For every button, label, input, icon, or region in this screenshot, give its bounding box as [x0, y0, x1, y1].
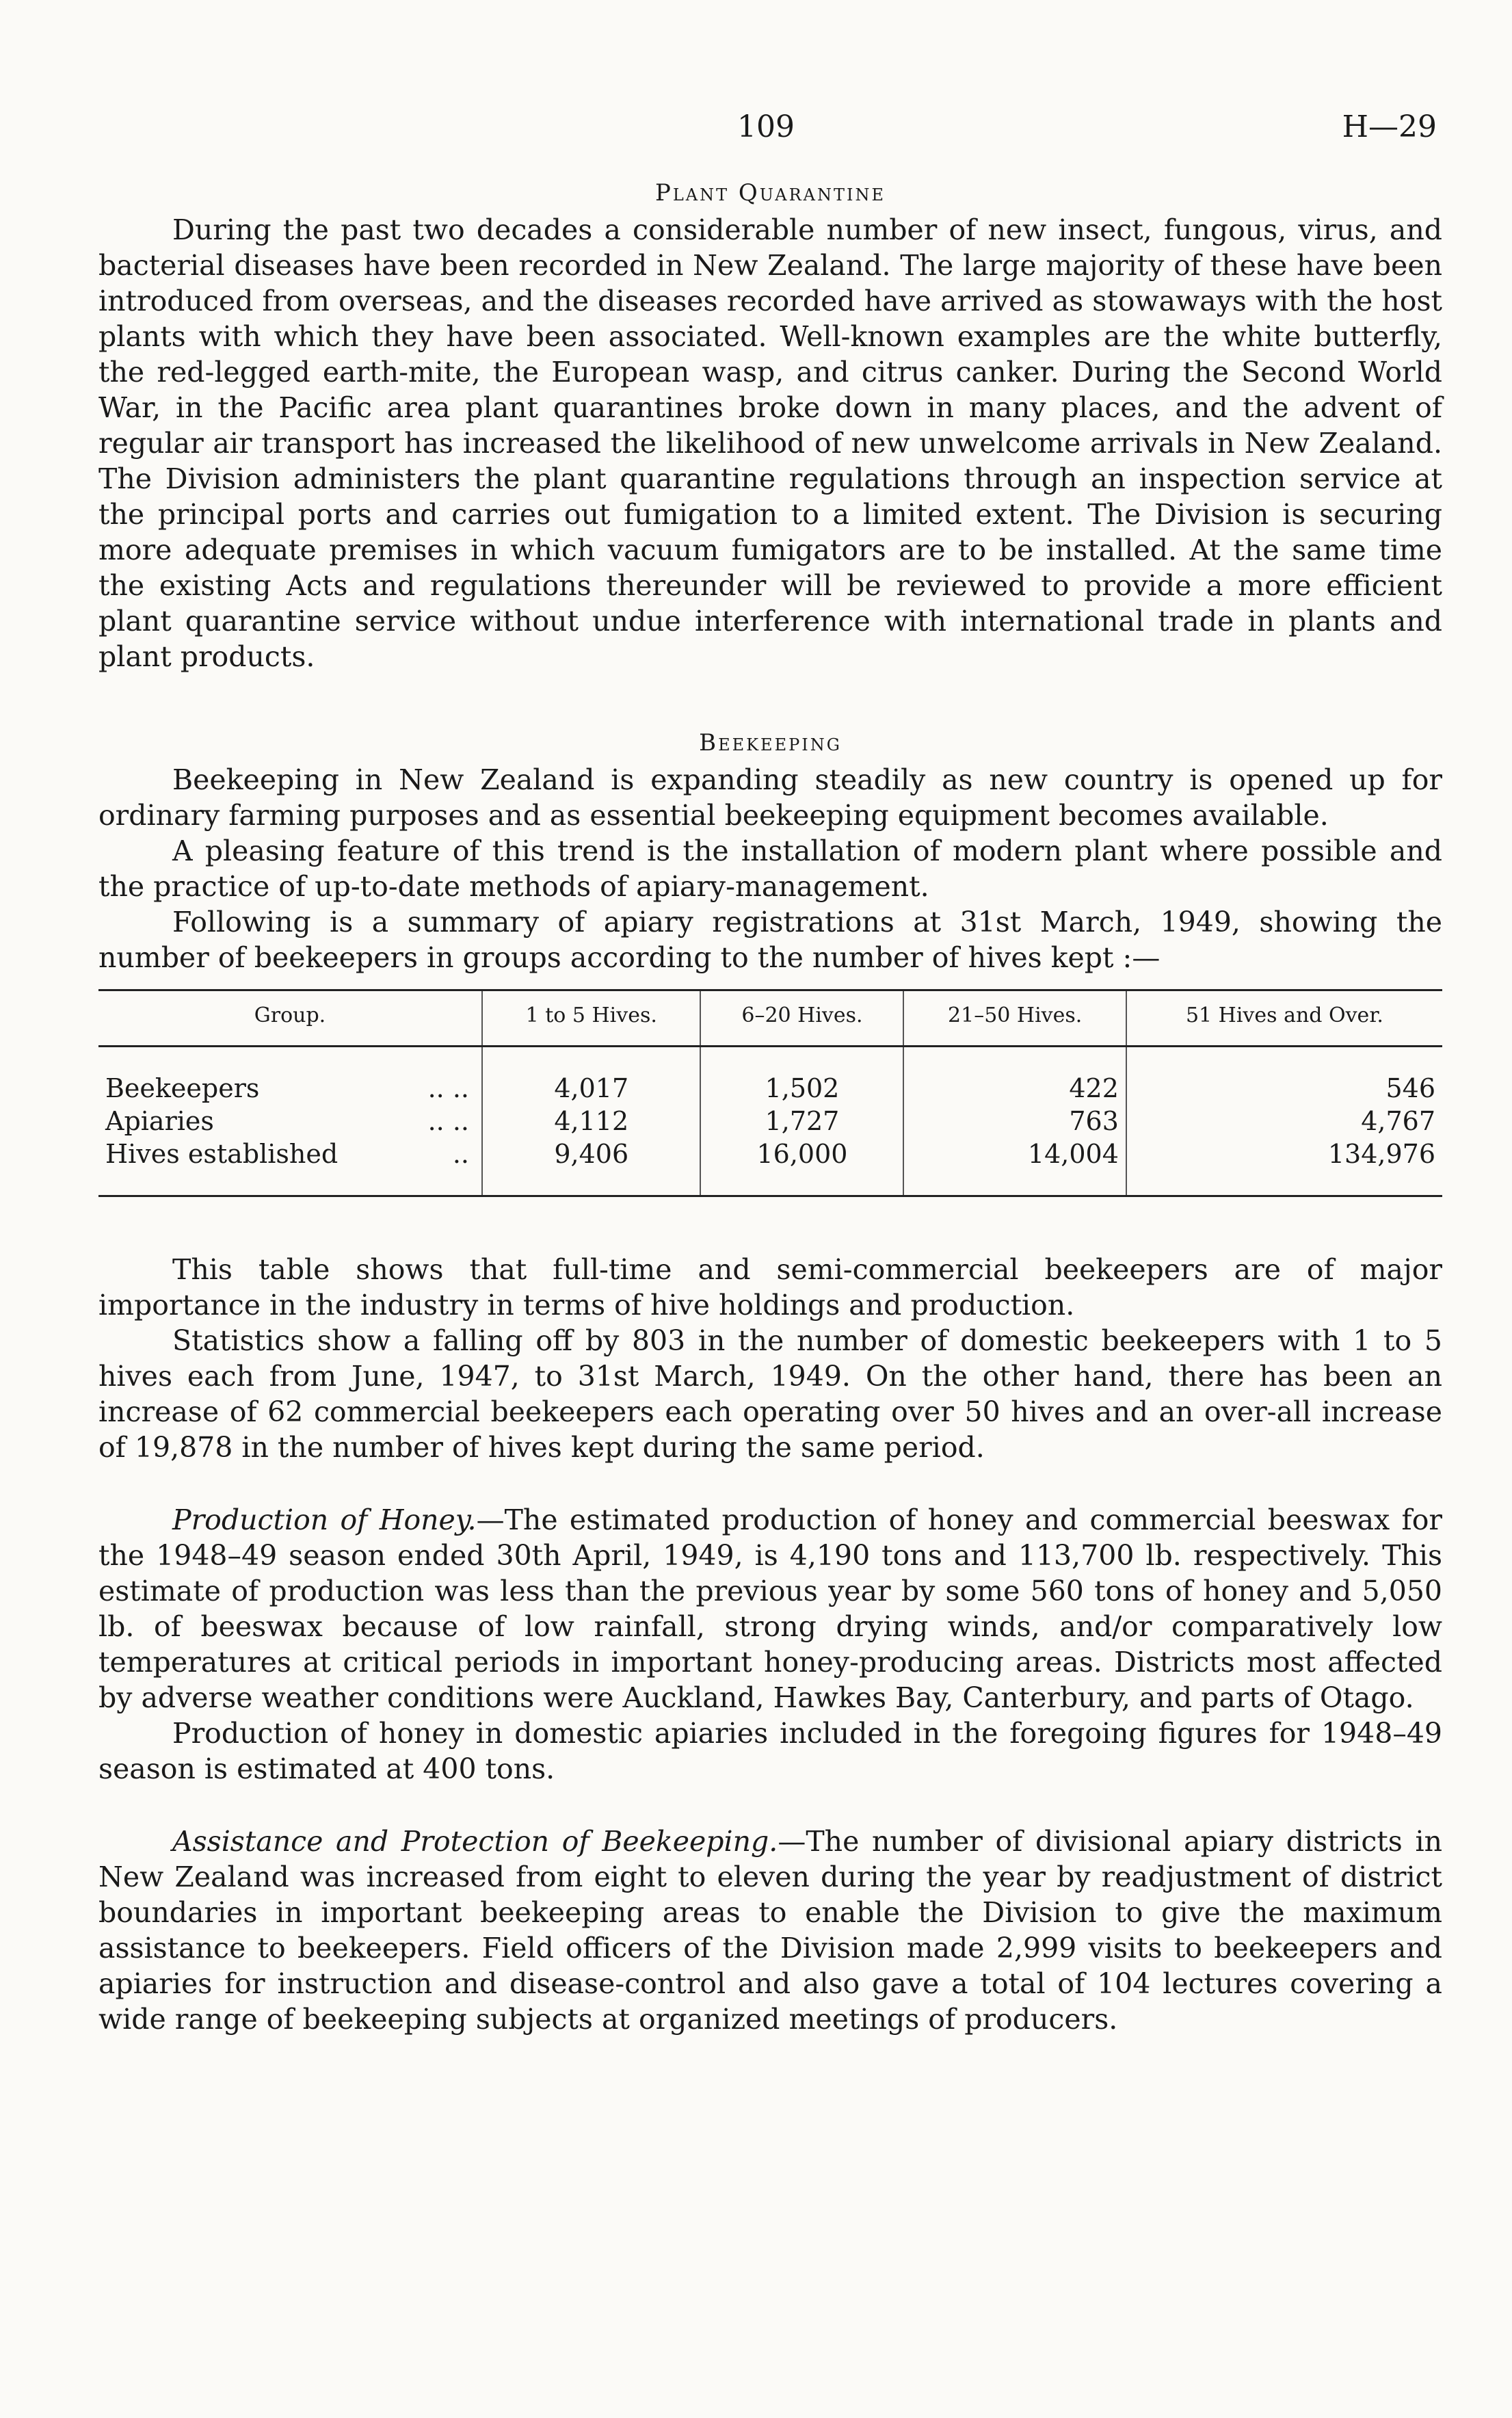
table-row: [98, 1138, 1442, 1170]
table-cell: 1,502: [700, 1072, 903, 1105]
paragraph-lead: Assistance and Protection of Beekeeping.: [172, 1825, 778, 1858]
page-content: [98, 179, 1442, 2037]
table-cell: 1,727: [700, 1105, 903, 1138]
paragraph: During the past two decades a considerable number of new insect, fungous, virus, and bacterial diseases have been recorded in New Zealand. The large majority of these have been introduced from overseas, and the diseases recorded have arrived as stowaways with the host plants with which they have been associated. Well-known examples are the white butterfly, the red-legged earth-mite, the European wasp, and citrus canker. During the Second World War, in the Pacific area plant quarantines broke down in many places, and the advent of regular air transport has increased the likelihood of new unwelcome arrivals in New Zealand. The Division administers the plant quarantine regulations through an inspection service at the principal ports and carries out fumigation to a limited extent. The Division is securing more adequate premises in which vacuum fumigators are to be installed. At the same time the existing Acts and regulations thereunder will be reviewed to provide a more efficient plant quarantine service without undue interference with international trade in plants and plant products.: [98, 213, 1442, 673]
table-cell: 546: [1385, 1073, 1435, 1103]
paragraph: Production of honey in domestic apiaries included in the foregoing figures for 1948–49 season is estimated at 400 tons.: [98, 1717, 1442, 1785]
table-cell: 763: [903, 1105, 1126, 1138]
table-cell: 4,112: [482, 1105, 700, 1138]
page-reference: H—29: [1342, 109, 1437, 144]
page-header: [0, 109, 1512, 150]
row-label: Beekeepers .. ..: [98, 1072, 482, 1105]
table-cell: 14,004: [903, 1138, 1126, 1170]
column-header: 51 Hives and Over.: [1126, 990, 1442, 1047]
column-header: Group.: [98, 990, 482, 1047]
section-title-plant-quarantine: Plant Quarantine: [654, 179, 886, 207]
paragraph: This table shows that full-time and semi-commercial beekeepers are of major importance in the industry in terms of hive holdings and production.: [98, 1253, 1442, 1322]
paragraph-production-of-honey: Production of Honey.—The estimated production of honey and commercial beeswax for the 1948–49 season ended 30th April, 1949, is 4,190 tons and 113,700 lb. respectively. This estimate of production was less than the previous year by some 560 tons of honey and 5,050 lb. of beeswax because of low rainfall, strong drying winds, and/or comparatively low temperatures at critical periods in important honey-producing areas. Districts most affected by adverse weather conditions were Auckland, Hawkes Bay, Canterbury, and parts of Otago.: [98, 1503, 1442, 1714]
apiary-registrations-table: [98, 989, 1442, 1197]
table-cell: 4,767: [1361, 1106, 1435, 1136]
table-header-row: [98, 990, 1442, 1047]
column-header: 6–20 Hives.: [700, 990, 903, 1047]
table-cell: 9,406: [482, 1138, 700, 1170]
column-header: 21–50 Hives.: [903, 990, 1126, 1047]
row-label: Hives established ..: [98, 1138, 482, 1170]
section-title-beekeeping: Beekeeping: [699, 729, 842, 757]
table-cell: 4,017: [482, 1072, 700, 1105]
table-row: [98, 1105, 1442, 1138]
column-header: 1 to 5 Hives.: [482, 990, 700, 1047]
row-label: Apiaries .. ..: [98, 1105, 482, 1138]
table-cell: 16,000: [700, 1138, 903, 1170]
table-row: [98, 1072, 1442, 1105]
paragraph-assistance: Assistance and Protection of Beekeeping.—The number of divisional apiary districts in New Zealand was increased from eight to eleven during the year by readjustment of district boundaries in important beekeeping areas to enable the Division to give the maximum assistance to beekeepers. Field officers of the Division made 2,999 visits to beekeepers and apiaries for instruction and disease-control and also gave a total of 104 lectures covering a wide range of beekeeping subjects at organized meetings of producers.: [98, 1825, 1442, 2036]
page-number: 109: [737, 109, 795, 144]
paragraph: Following is a summary of apiary registrations at 31st March, 1949, showing the number of beekeepers in groups according to the number of hives kept :—: [98, 906, 1442, 974]
paragraph: Beekeeping in New Zealand is expanding steadily as new country is opened up for ordinary farming purposes and as essential beekeeping equipment becomes available.: [98, 763, 1442, 832]
paragraph-lead: Production of Honey.: [172, 1503, 477, 1536]
table-cell: 134,976: [1327, 1139, 1435, 1169]
paragraph: A pleasing feature of this trend is the installation of modern plant where possible and the practice of up-to-date methods of apiary-management.: [98, 835, 1442, 903]
table-cell: 422: [903, 1072, 1126, 1105]
paragraph: Statistics show a falling off by 803 in the number of domestic beekeepers with 1 to 5 hives each from June, 1947, to 31st March, 1949. On the other hand, there has been an increase of 62 commercial beekeepers each operating over 50 hives and an over-all increase of 19,878 in the number of hives kept during the same period.: [98, 1324, 1442, 1464]
